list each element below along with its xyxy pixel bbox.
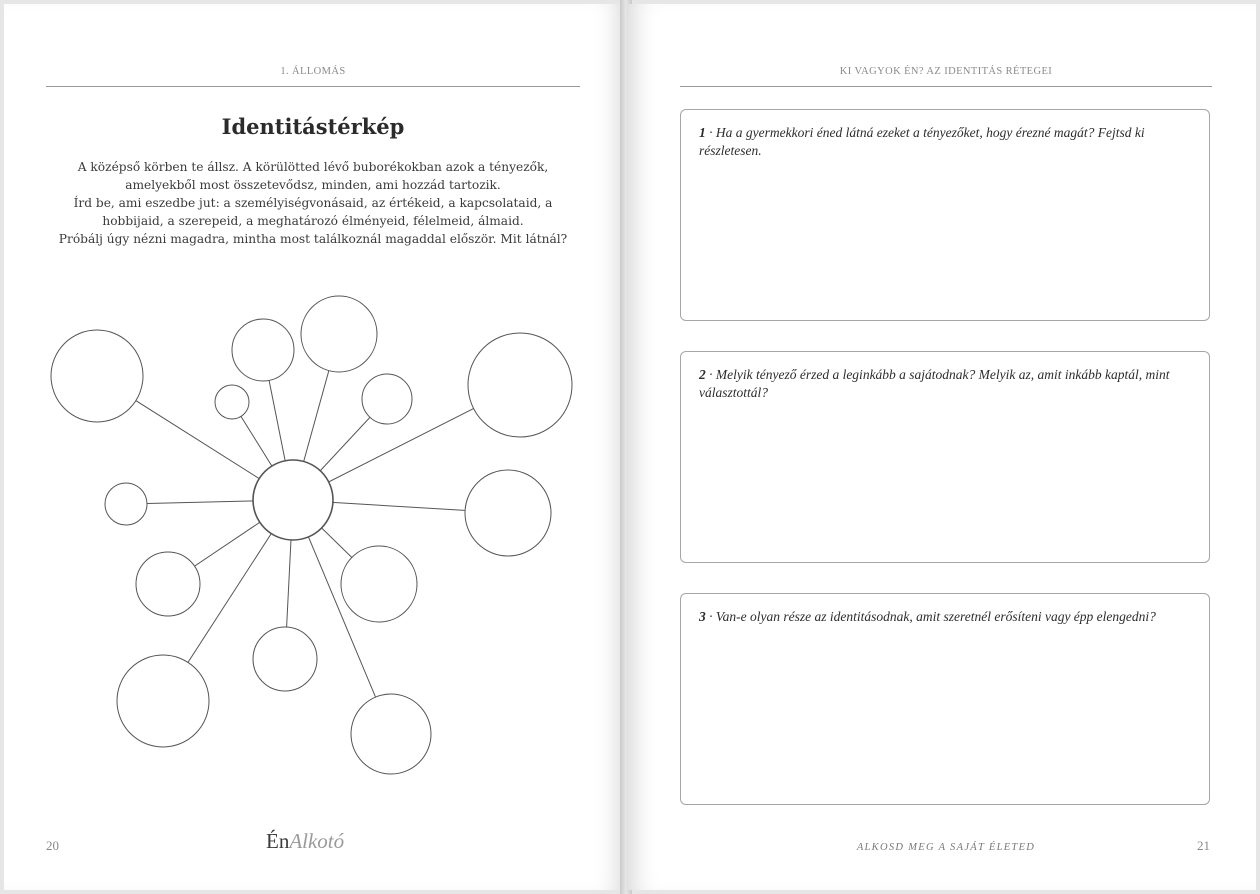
bubble-circle <box>105 483 147 525</box>
page-number-right: 21 <box>1197 838 1210 853</box>
bubble-circle <box>341 546 417 622</box>
question-number: 3 <box>699 609 706 624</box>
question-text: 1 · Ha a gyermekkori éned látná ezeket a tényezőket, hogy érezné magát? Fejtsd ki részletesen. <box>699 125 1145 158</box>
identity-bubble-map <box>4 4 624 890</box>
bubble-circle <box>232 319 294 381</box>
header-rule-right <box>680 86 1212 87</box>
bubble-circle <box>468 333 572 437</box>
logo-part-alkoto: Alkotó <box>289 829 345 853</box>
question-text: 3 · Van-e olyan része az identitásodnak, amit szeretnél erősíteni vagy épp elengedni? <box>699 609 1156 624</box>
center-circle <box>253 460 333 540</box>
bubble-circle <box>51 330 143 422</box>
bubble-circle <box>301 296 377 372</box>
question-body: Melyik tényező érzed a leginkább a sajátodnak? Melyik az, amit inkább kaptál, mint választottál? <box>699 367 1170 400</box>
question-body: Ha a gyermekkori éned látná ezeket a tényezőket, hogy érezné magát? Fejtsd ki részletesen. <box>699 125 1145 158</box>
question-box-2[interactable] <box>680 351 1210 563</box>
running-head-left: 1. ÁLLOMÁS <box>280 66 346 77</box>
bubble-circle <box>117 655 209 747</box>
intro-line: A középső körben te állsz. A körülötted lévő buborékokban azok a tényezők, amelyekből most összetevődsz, minden, ami hozzád tartozik. <box>77 160 549 192</box>
question-body: Van-e olyan része az identitásodnak, amit szeretnél erősíteni vagy épp elengedni? <box>715 609 1156 624</box>
bubble-circle <box>136 552 200 616</box>
bubble-circle <box>465 470 551 556</box>
page-number-left: 20 <box>46 838 59 853</box>
bubble-circle <box>215 385 249 419</box>
question-box-3[interactable] <box>680 593 1210 805</box>
bubble-circle <box>253 627 317 691</box>
left-page <box>4 4 624 890</box>
brand-logo <box>266 829 344 854</box>
question-box-1[interactable] <box>680 109 1210 321</box>
right-page <box>628 4 1256 890</box>
bubble-circle <box>351 694 431 774</box>
running-head-right: KI VAGYOK ÉN? AZ IDENTITÁS RÉTEGEI <box>839 66 1053 77</box>
page-title: Identitástérkép <box>221 114 405 139</box>
bubble-circle <box>362 374 412 424</box>
question-number: 1 <box>699 125 706 140</box>
logo-part-en: Én <box>266 829 290 853</box>
intro-line: Írd be, ami eszedbe jut: a személyiségvonásaid, az értékeid, a kapcsolataid, a hobbijaid, a szerepeid, a meghatározó élményeid, félelmeid, álmaid. <box>73 196 553 228</box>
question-number: 2 <box>699 367 706 382</box>
intro-line: Próbálj úgy nézni magadra, mintha most találkoznál magaddal először. Mit látnál? <box>58 232 568 246</box>
question-text: 2 · Melyik tényező érzed a leginkább a sajátodnak? Melyik az, amit inkább kaptál, mint választottál? <box>699 367 1170 400</box>
tagline: ALKOSD MEG A SAJÁT ÉLETED <box>856 842 1036 853</box>
